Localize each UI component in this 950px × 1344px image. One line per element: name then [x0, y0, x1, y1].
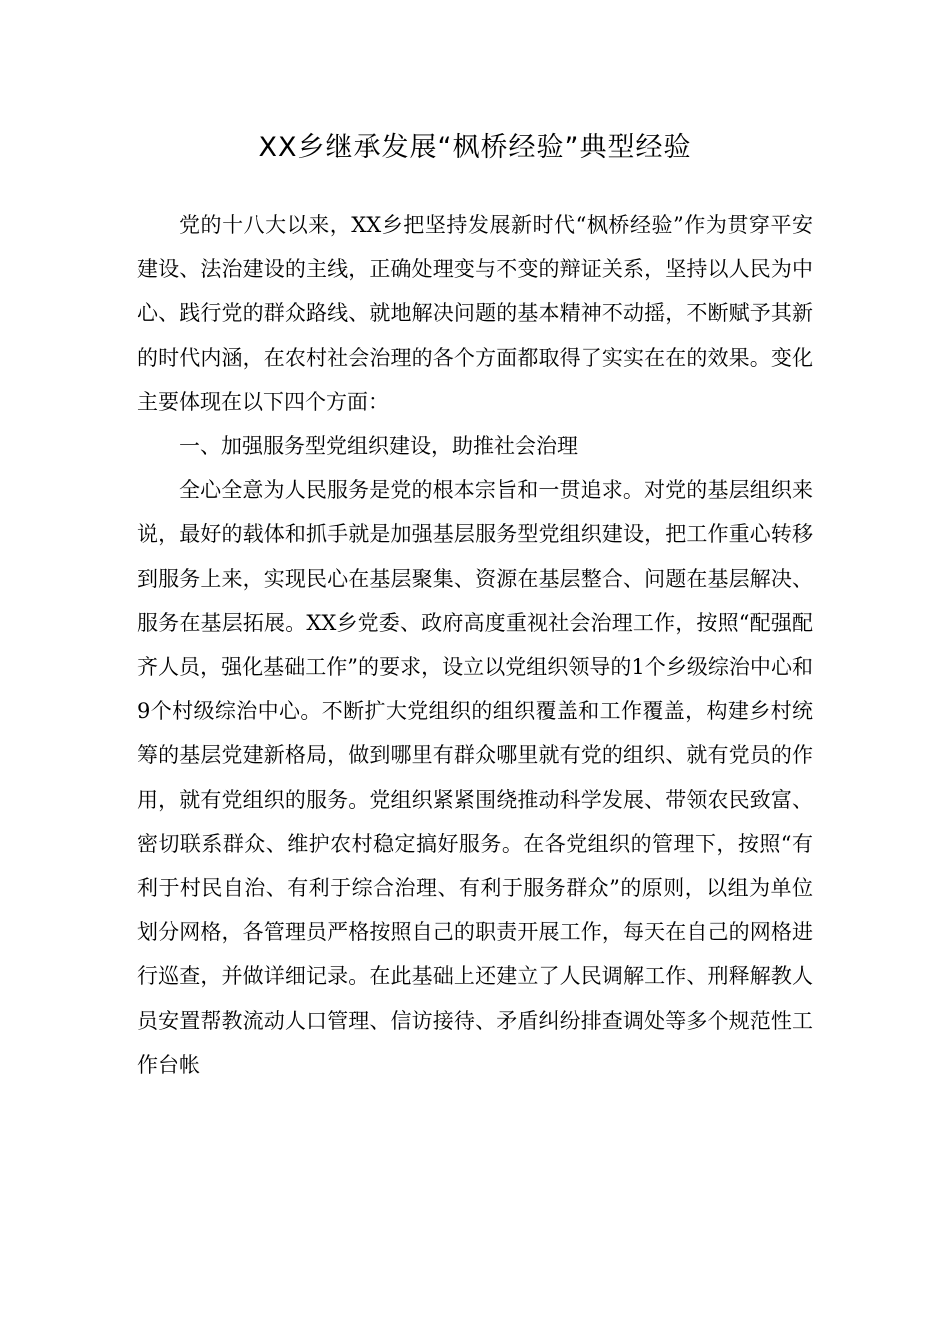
section-heading-1: 一、加强服务型党组织建设，助推社会治理	[179, 434, 578, 459]
paragraph-section-1: 全心全意为人民服务是党的根本宗旨和一贯追求。对党的基层组织来说，最好的载体和抓手就是加强基层服务型党组织建设，把工作重心转移到服务上来，实现民心在基层聚集、资源在基层整合、问题在基层解决、服务在基层拓展。XX乡党委、政府高度重视社会治理工作，按照“配强配齐人员，强化基础工作”的要求，设立以党组织领导的1个乡级综治中心和9个村级综治中心。不断扩大党组织的组织覆盖和工作覆盖，构建乡村统筹的基层党建新格局，做到哪里有群众哪里就有党的组织、就有党员的作用，就有党组织的服务。党组织紧紧围绕推动科学发展、带领农民致富、密切联系群众、维护农村稳定搞好服务。在各党组织的管理下，按照“有利于村民自治、有利于综合治理、有利于服务群众”的原则，以组为单位划分网格，各管理员严格按照自己的职责开展工作，每天在自己的网格进行巡查，并做详细记录。在此基础上还建立了人民调解工作、刑释解教人员安置帮教流动人口管理、信访接待、矛盾纠纷排查调处等多个规范性工作台帐	[137, 478, 813, 1077]
document-body	[137, 203, 813, 1087]
document-title: XX乡继承发展“枫桥经验”典型经验	[258, 132, 692, 163]
paragraph-intro: 党的十八大以来，XX乡把坚持发展新时代“枫桥经验”作为贯穿平安建设、法治建设的主线，正确处理变与不变的辩证关系，坚持以人民为中心、践行党的群众路线、就地解决问题的基本精神不动摇，不断赋予其新的时代内涵，在农村社会治理的各个方面都取得了实实在在的效果。变化主要体现在以下四个方面：	[137, 213, 813, 414]
